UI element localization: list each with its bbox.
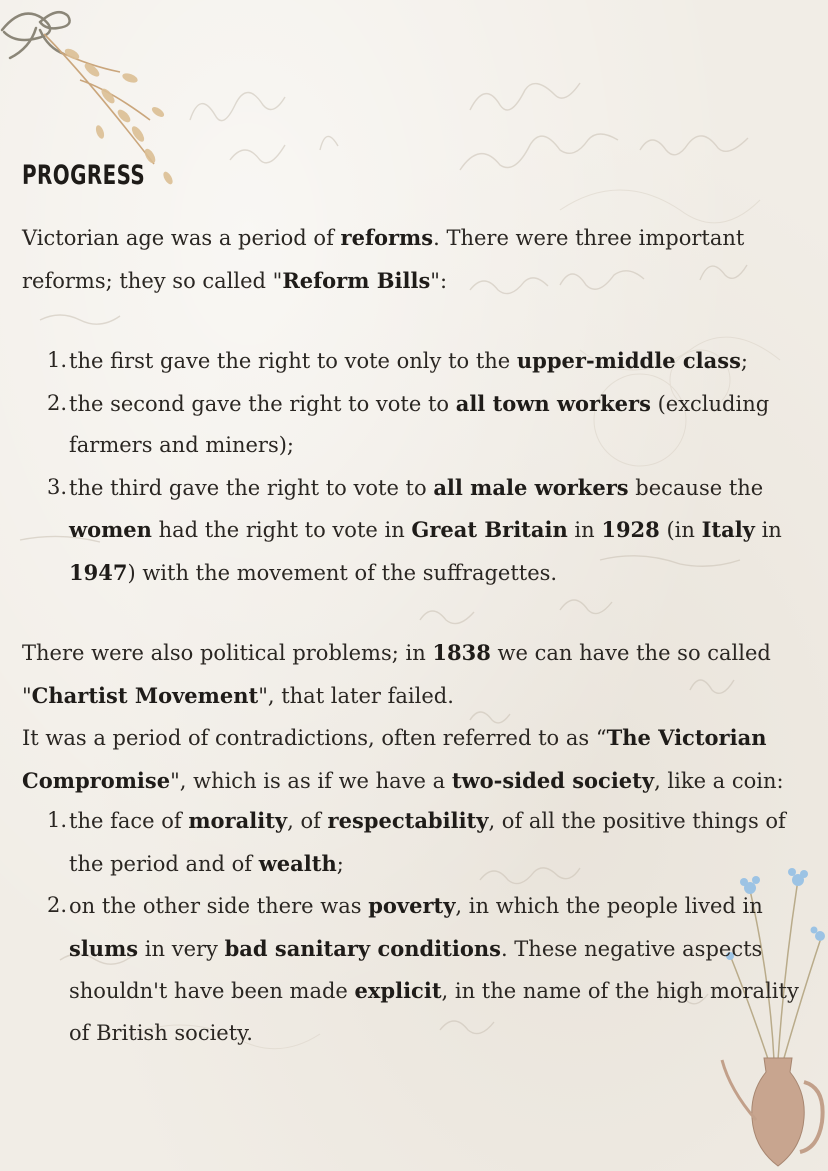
text-segment: in: [754, 518, 782, 542]
text-segment: . There were three important reforms; they so called ": [22, 226, 745, 293]
bold-term: poverty: [368, 893, 456, 918]
page-title: PROGRESS: [22, 160, 146, 191]
text-segment: ", that later failed.: [258, 683, 454, 708]
text-segment: . These negative aspects shouldn't have been made: [69, 936, 763, 1003]
bold-term: Great Britain: [411, 517, 568, 542]
list-item: [22, 885, 812, 1054]
text-segment: on the other side there was: [69, 894, 369, 918]
text-segment: the face of: [69, 809, 189, 833]
bold-term: Italy: [701, 517, 755, 542]
list-item: [22, 800, 812, 885]
two-sided-society-list: [22, 800, 812, 1054]
bold-term: bad sanitary conditions: [224, 935, 501, 961]
bold-term: wealth: [258, 850, 337, 876]
text-segment: ":: [430, 268, 448, 293]
list-number: 2.: [47, 390, 68, 415]
text-segment: the first gave the right to vote only to the: [69, 349, 517, 373]
list-item: [22, 340, 812, 383]
text-segment: we can have the so called ": [22, 641, 771, 708]
bold-term: all town workers: [455, 390, 651, 416]
text-segment: (in: [659, 518, 702, 542]
bold-term: women: [69, 517, 152, 542]
bold-term: 1928: [601, 517, 660, 542]
text-segment: There were also political problems; in: [22, 641, 433, 665]
bold-term: Chartist Movement: [31, 682, 259, 708]
bold-term: upper-middle class: [516, 348, 741, 373]
bold-term: Reform Bills: [282, 267, 431, 293]
list-item: [22, 467, 812, 595]
text-segment: (excluding farmers and miners);: [69, 391, 770, 457]
bold-term: all male workers: [433, 474, 629, 500]
text-segment: had the right to vote in: [151, 518, 412, 542]
bold-term: respectability: [327, 808, 489, 833]
text-segment: , in the name of the high morality of British society.: [69, 979, 799, 1045]
text-segment: ) with the movement of the suffragettes.: [127, 560, 558, 585]
text-segment: in very: [138, 936, 225, 961]
bold-term: The Victorian Compromise: [22, 725, 767, 793]
text-segment: ", which is as if we have a: [170, 768, 452, 793]
text-segment: the second gave the right to vote to: [69, 391, 456, 416]
list-number: 2.: [47, 893, 68, 917]
intro-paragraph: [22, 217, 812, 302]
list-item: [22, 383, 812, 467]
list-number: 1.: [47, 348, 68, 372]
bold-term: explicit: [354, 978, 442, 1003]
text-segment: , in which the people lived in: [455, 894, 763, 918]
text-segment: in: [567, 518, 602, 542]
text-segment: It was a period of contradictions, often referred to as “: [22, 726, 607, 750]
list-number: 1.: [47, 808, 68, 832]
text-segment: ;: [336, 851, 344, 876]
list-number: 3.: [47, 474, 68, 499]
reform-bills-list: [22, 340, 812, 594]
chartist-paragraph: [22, 632, 812, 802]
bold-term: 1947: [69, 559, 128, 585]
text-segment: Victorian age was a period of: [22, 226, 341, 250]
bold-term: slums: [69, 935, 139, 961]
bold-term: morality: [188, 808, 288, 833]
text-segment: , of: [287, 809, 328, 833]
bold-term: 1838: [432, 640, 491, 665]
bold-term: reforms: [340, 225, 434, 250]
text-segment: because the: [628, 475, 764, 500]
text-segment: ;: [740, 349, 748, 373]
text-segment: , of all the positive things of the period and of: [69, 809, 786, 876]
text-segment: the third gave the right to vote to: [69, 475, 434, 500]
text-segment: , like a coin:: [654, 768, 784, 793]
bold-term: two-sided society: [451, 767, 655, 793]
